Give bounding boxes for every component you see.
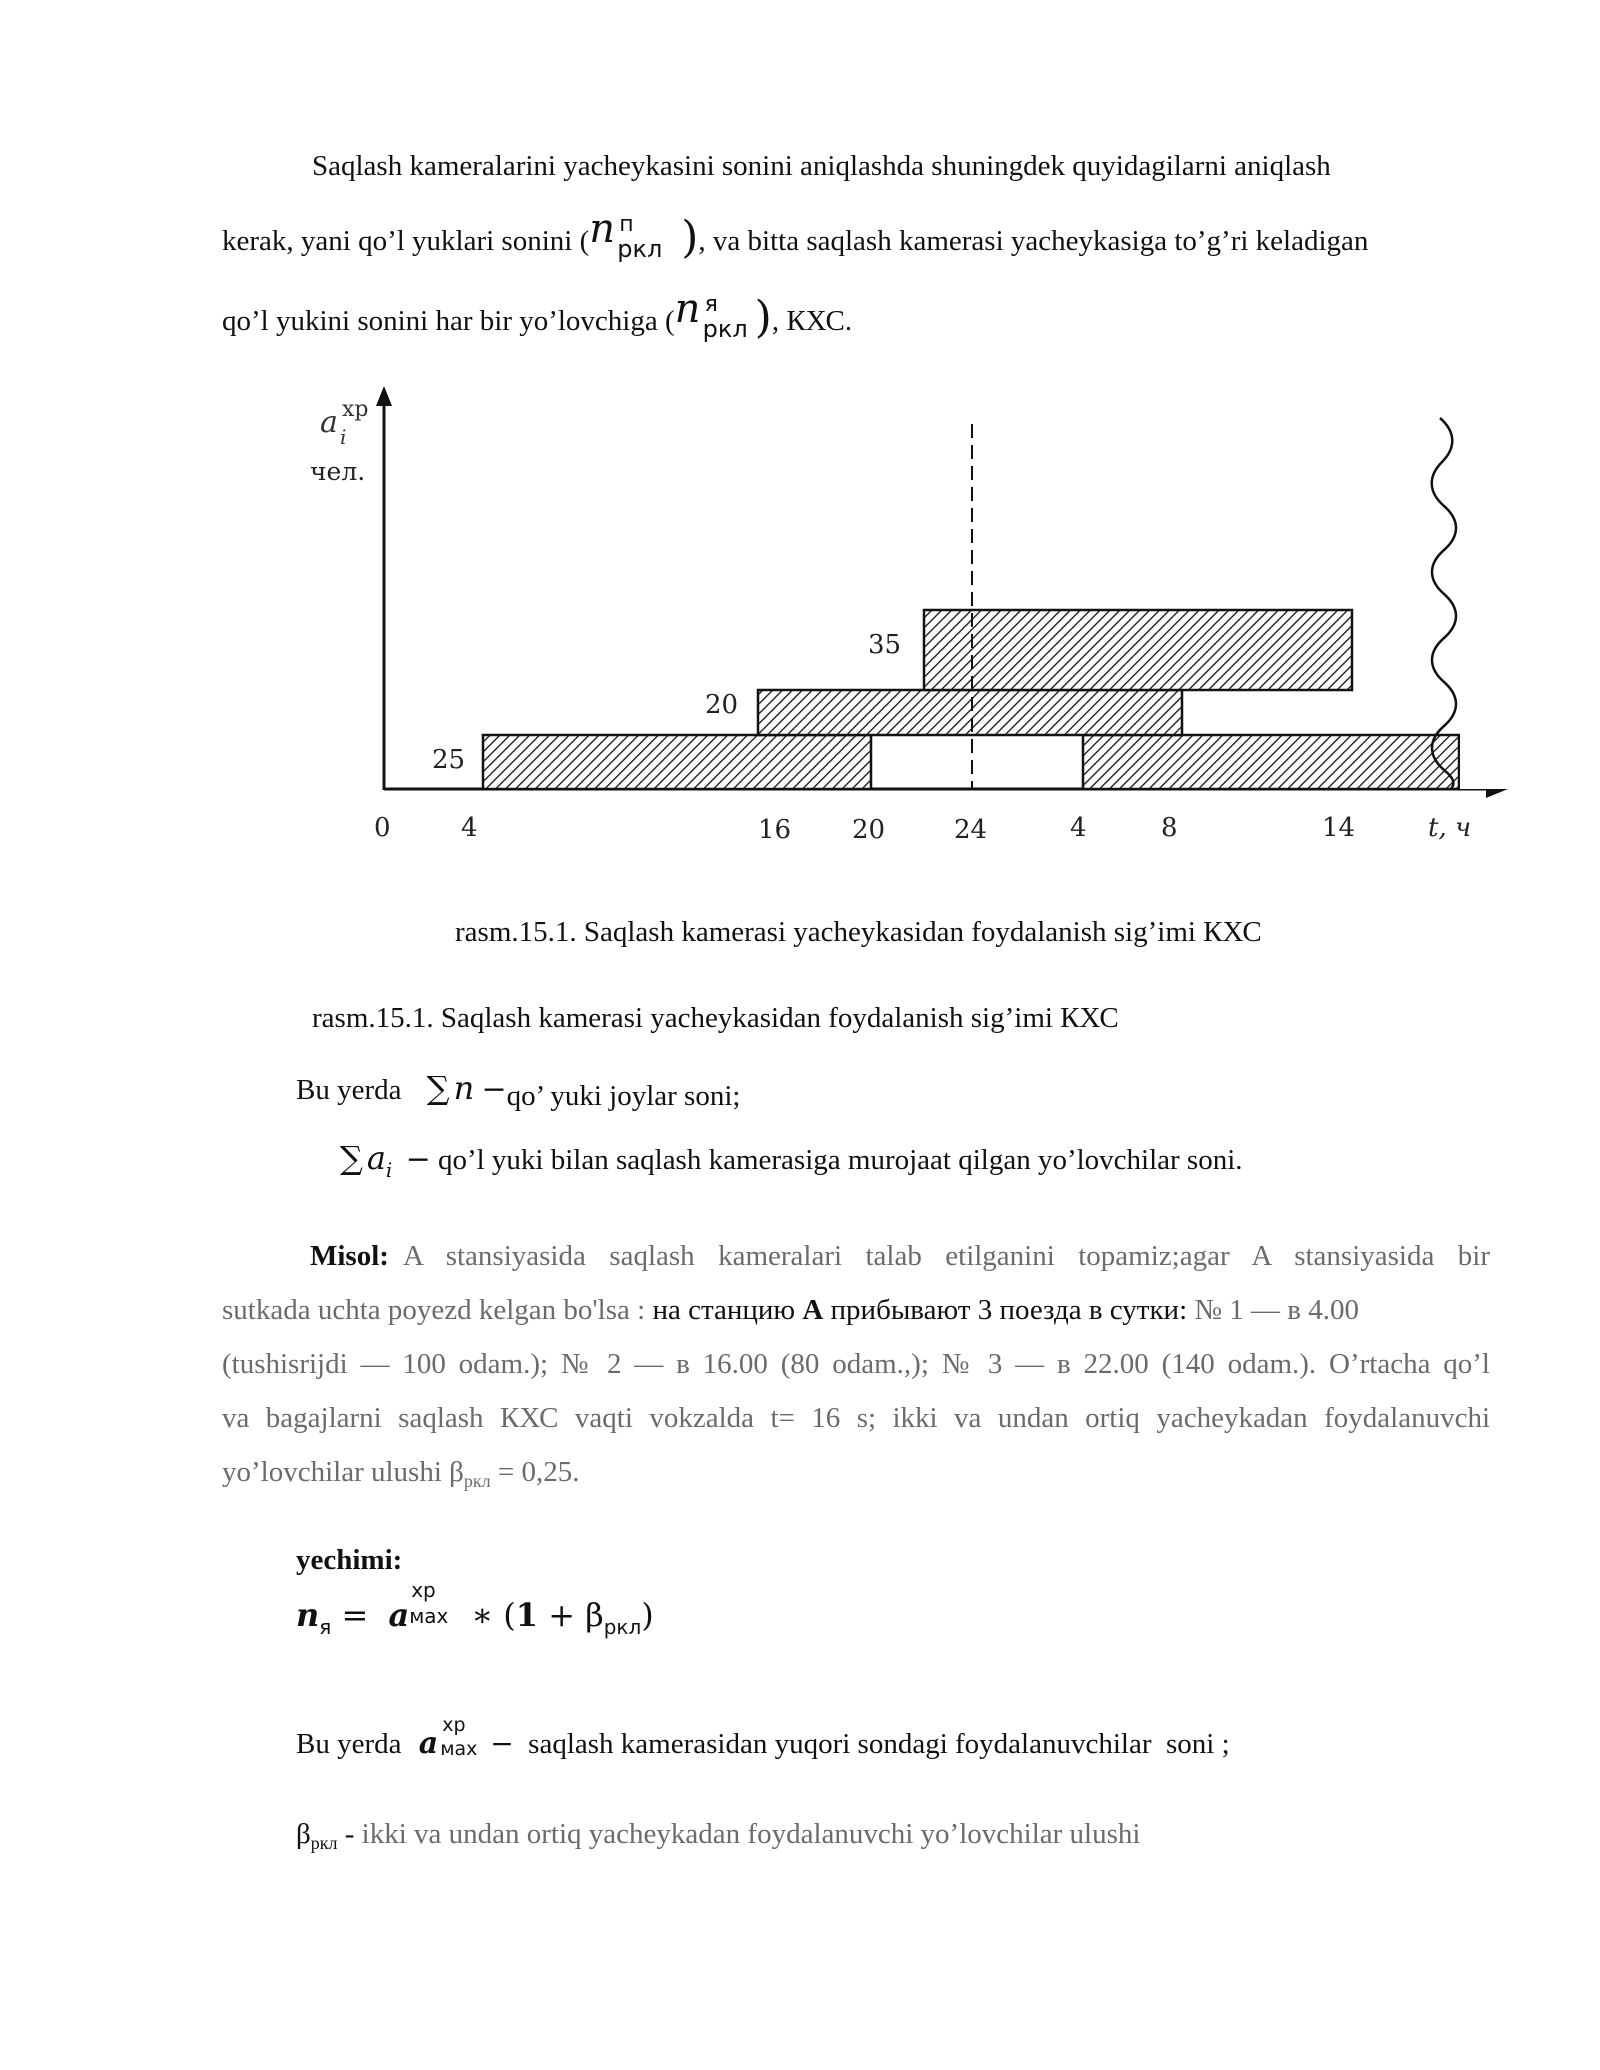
def-beta-symbol: β [296, 1818, 311, 1850]
def-sum-a [340, 1140, 1243, 1180]
intro-line-3-start: qo’l yukini sonini har bir yo’lovchiga ( [222, 305, 675, 337]
intro-line-3 [222, 286, 853, 344]
math-sup-ya: я [704, 292, 718, 318]
math-n-rkl-ya [674, 286, 755, 344]
example-line-4: va bagajlarni saqlash КХС vaqti vokzalda t= 16 s; ikki va undan ortiq yacheykadan foydalanuvchi [222, 1402, 1490, 1434]
def-beta-sub: ркл [310, 1833, 338, 1853]
y-axis-symbol: a [320, 405, 338, 440]
sum-a-var: a [366, 1139, 386, 1177]
example-line-5-sub: ркл [463, 1471, 491, 1491]
x-tick-label: 8 [1161, 813, 1178, 843]
bar-35 [924, 610, 1352, 690]
math-n-rkl-p [589, 206, 681, 264]
math-sub-rkl: ркл [702, 315, 748, 344]
example-line-2-c: прибывают 3 поезда в сутки: [823, 1294, 1195, 1326]
solution-label: yechimi: [296, 1544, 403, 1576]
formula-n: n [296, 1596, 320, 1634]
formula-eq: = [331, 1596, 379, 1634]
bu-yerda-label: Bu yerda [296, 1728, 402, 1760]
math-sub-rkl: ркл [617, 235, 663, 264]
sum-symbol: ∑ [340, 1139, 363, 1177]
intro-line-2-end: , va bitta saqlash kamerasi yacheykasiga to’g’ri keladigan [698, 225, 1369, 257]
formula-a-scripts [409, 1578, 461, 1628]
bar-25-segment-1 [483, 735, 871, 789]
math-sup-p: п [619, 212, 634, 238]
x-axis-label: t, ч [1428, 813, 1472, 843]
x-tick-label: 4 [461, 813, 478, 843]
bar-label-35: 35 [868, 630, 902, 660]
y-axis-sup: хр [342, 397, 369, 422]
sum-symbol: ∑ [426, 1069, 450, 1107]
formula-close: ) [641, 1596, 654, 1634]
x-tick-label: 24 [954, 815, 988, 845]
formula-one: 1 [515, 1596, 539, 1634]
example-line-1-text: A stansiyasida saqlash kameralari talab etilganini topamiz;agar A stansiyasida bir [402, 1240, 1490, 1272]
dash: − [481, 1072, 507, 1107]
math-close-paren: ) [681, 212, 699, 263]
def-beta [296, 1816, 1140, 1855]
x-tick-label: 4 [1070, 813, 1087, 843]
def-a-sub: мах [440, 1738, 478, 1760]
formula-a-sup: хр [411, 1578, 436, 1602]
sum-n-text: qo’ yuki joylar soni; [506, 1080, 741, 1112]
formula-beta-sub: ркл [603, 1615, 642, 1639]
example-station-A: А [802, 1294, 824, 1326]
bar-20 [758, 690, 1182, 735]
example-line-2-b: на станцию [652, 1294, 803, 1326]
example-line-5 [222, 1454, 579, 1493]
sum-a-text: qo’l yuki bilan saqlash kamerasiga murojaat qilgan yo’lovchilar soni. [430, 1144, 1243, 1176]
bar-25-segment-2 [1083, 735, 1459, 789]
def-a: a [418, 1726, 439, 1761]
figure-caption-2: rasm.15.1. Saqlash kamerasi yacheykasidan foydalanish sig’imi КХС [312, 1002, 1119, 1034]
formula-a-sub: мах [409, 1604, 449, 1628]
def-beta-dash: - [337, 1818, 362, 1850]
example-line-3: (tushisrijdi — 100 odam.); № 2 — в 16.00 (80 odam.,); № 3 — в 22.00 (140 odam.). O’rtacha qo’l [222, 1348, 1490, 1380]
dash: − [405, 1142, 431, 1177]
intro-line-2 [222, 206, 1369, 264]
y-axis-sub: i [340, 425, 347, 449]
def-sum-n [296, 1069, 741, 1112]
example-line-5-a: yo’lovchilar ulushi β [222, 1456, 464, 1488]
solution-formula [296, 1578, 654, 1652]
bu-yerda-label: Bu yerda [296, 1074, 402, 1106]
example-label: Misol: [310, 1240, 389, 1272]
def-beta-text: ikki va undan ortiq yacheykadan foydalanuvchi yo’lovchilar ulushi [361, 1818, 1141, 1850]
example-line-1 [310, 1238, 1490, 1274]
storage-occupancy-chart [290, 370, 1520, 880]
intro-line-3-end: , КХС. [771, 305, 853, 337]
y-axis-unit: чел. [310, 457, 366, 486]
example-line-2 [222, 1292, 1359, 1328]
formula-n-sub: я [319, 1615, 332, 1639]
bar-label-20: 20 [705, 690, 739, 720]
y-axis-arrow [376, 386, 392, 406]
example-line-2-a: sutkada uchta poyezd kelgan bo'lsa : [222, 1294, 653, 1326]
formula-plus-beta: + β [538, 1596, 604, 1634]
def-a-scripts [438, 1714, 486, 1760]
x-tick-label: 16 [758, 815, 792, 845]
x-tick-label: 14 [1322, 813, 1356, 843]
x-tick-label-0: 0 [374, 813, 391, 843]
x-tick-label: 20 [852, 815, 886, 845]
intro-line-2-start: kerak, yani qo’l yuklari sonini ( [222, 225, 590, 257]
math-close-paren: ) [754, 292, 772, 343]
example-line-2-d: № 1 — в 4.00 [1194, 1294, 1360, 1326]
formula-open: ( [503, 1596, 516, 1634]
figure-caption-1: rasm.15.1. Saqlash kamerasi yacheykasidan foydalanish sig’imi КХС [455, 916, 1262, 948]
example-line-5-b: = 0,25. [490, 1456, 580, 1488]
formula-star: ∗ [461, 1596, 504, 1634]
break-mask [1460, 730, 1520, 789]
bar-label-25: 25 [432, 745, 466, 775]
sum-a-sub: i [385, 1158, 393, 1182]
def-a-max [296, 1714, 1230, 1762]
formula-a: a [388, 1596, 410, 1634]
math-n: n [589, 206, 616, 253]
dash: − [490, 1727, 514, 1760]
sum-n-var: n [453, 1069, 475, 1107]
def-a-text: saqlash kamerasidan yuqori sondagi foydalanuvchilar soni ; [513, 1728, 1230, 1760]
math-n: n [674, 286, 701, 333]
intro-line-1: Saqlash kameralarini yacheykasini sonini aniqlashda shuningdek quyidagilarni aniqlash [312, 150, 1331, 182]
def-a-sup: хр [442, 1714, 466, 1736]
